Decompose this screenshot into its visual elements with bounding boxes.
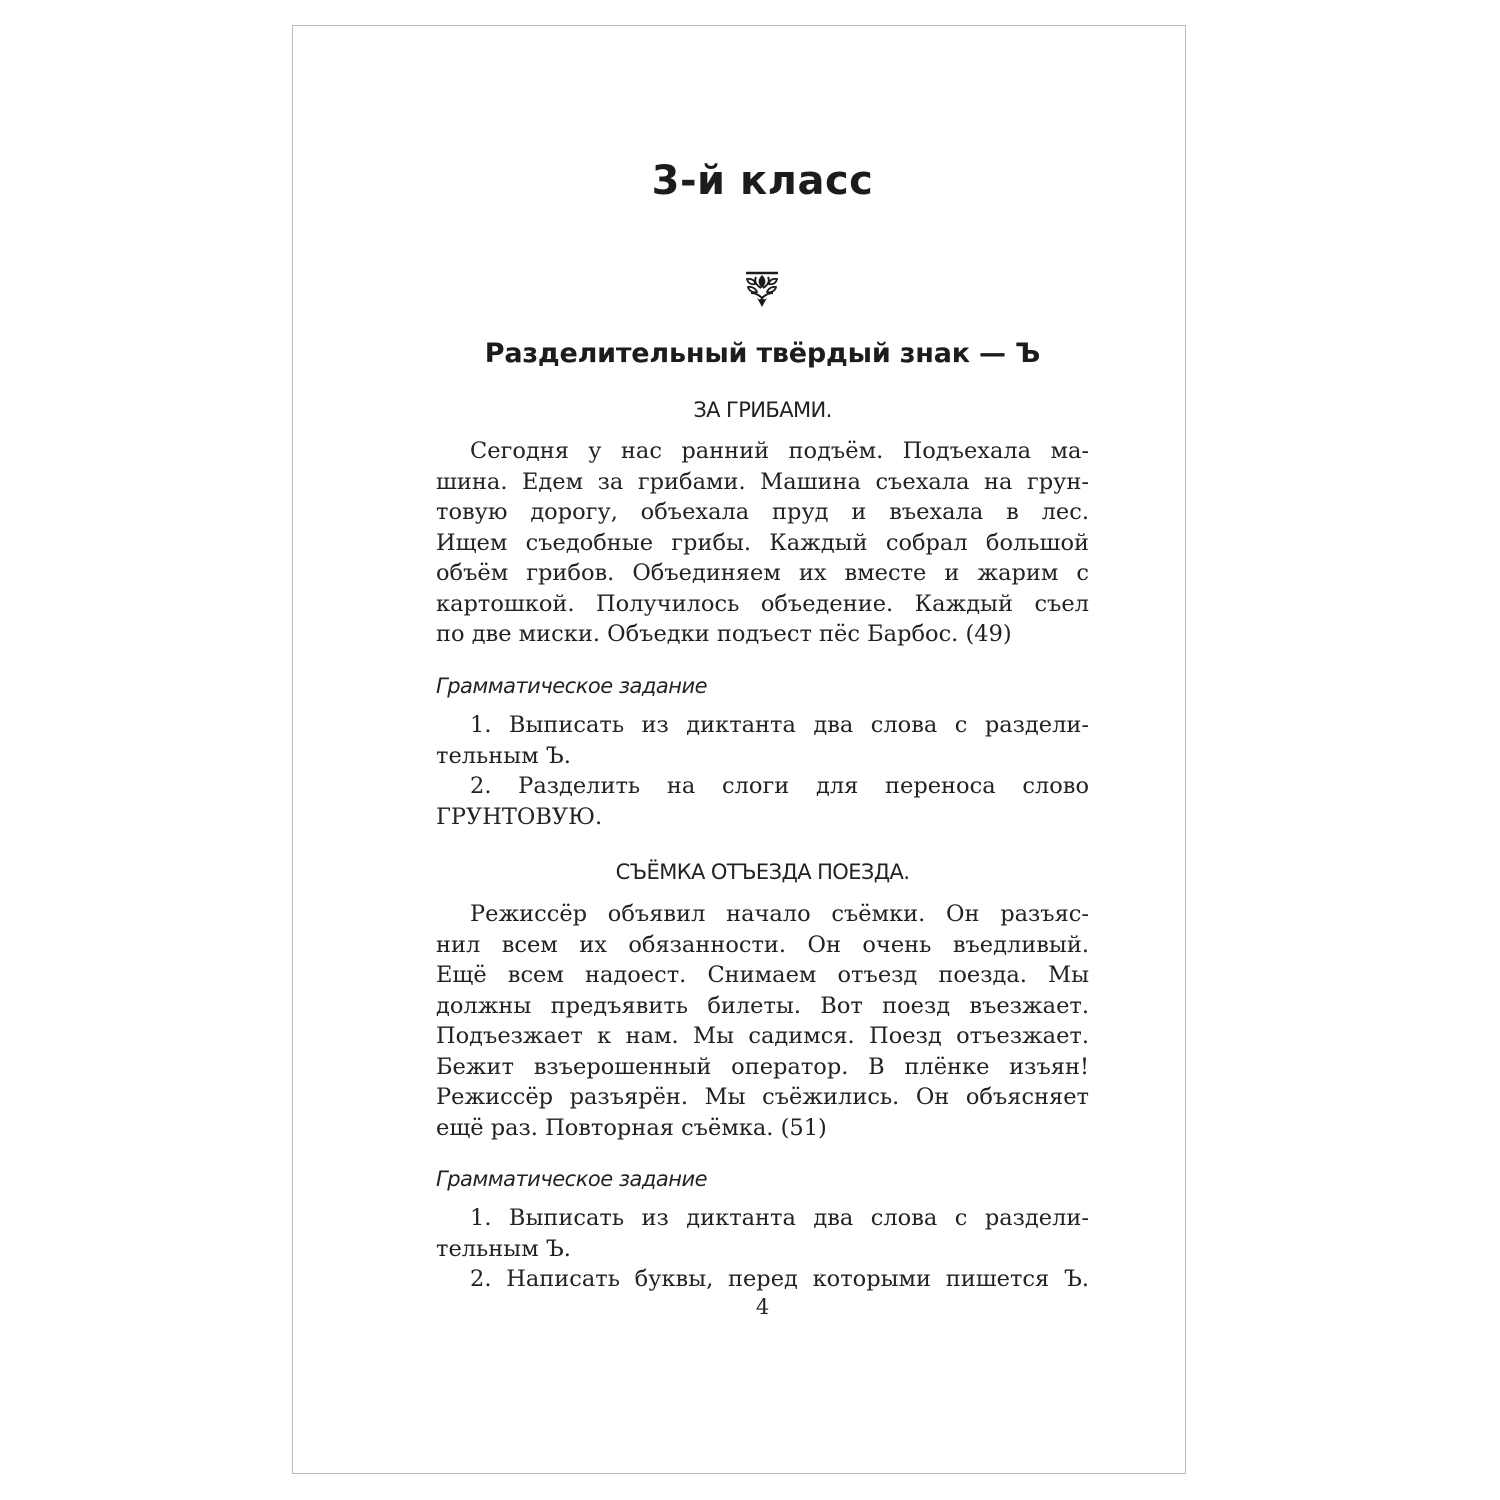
- text-line: Режиссёр объявил начало съёмки. Он разъяс-: [470, 901, 1089, 927]
- task-list: [436, 1203, 1089, 1295]
- dictation-title: СЪЁМКА ОТЪЕЗДА ПОЕЗДА.: [615, 860, 910, 884]
- text-line: по две миски. Объедки подъест пёс Барбос. (49): [436, 621, 1012, 647]
- dictation-text: [436, 436, 1089, 650]
- dictation-title: ЗА ГРИБАМИ.: [693, 398, 832, 422]
- text-line: картошкой. Получилось объедение. Каждый съел: [436, 590, 1089, 617]
- section-title: Разделительный твёрдый знак — Ъ: [484, 338, 1041, 369]
- text-line: Подъезжает к нам. Мы садимся. Поезд отъезжает.: [436, 1023, 1089, 1049]
- task-line: тельным Ъ.: [436, 742, 571, 769]
- chapter-title: 3-й класс: [651, 158, 874, 204]
- floral-ornament-svg: [742, 269, 782, 309]
- page-number: 4: [755, 1295, 770, 1319]
- text-line: товую дорогу, объехала пруд и въехала в лес.: [436, 499, 1089, 525]
- text-line: Бежит взъерошенный оператор. В плёнке изъян!: [436, 1053, 1089, 1080]
- dictation-text: [436, 899, 1089, 1143]
- text-line: шина. Едем за грибами. Машина съехала на грун-: [436, 468, 1089, 495]
- task-line: 2. Написать буквы, перед которыми пишется Ъ.: [470, 1266, 1089, 1292]
- task-line: 2. Разделить на слоги для переноса слово: [470, 773, 1089, 799]
- floral-ornament-icon: [742, 269, 782, 309]
- text-line: должны предъявить билеты. Вот поезд въезжает.: [436, 992, 1089, 1019]
- task-line: тельным Ъ.: [436, 1235, 571, 1262]
- book-page: [292, 25, 1186, 1474]
- text-line: нил всем их обязанности. Он очень въедливый.: [436, 931, 1089, 958]
- text-line: объём грибов. Объединяем их вместе и жарим с: [436, 560, 1089, 586]
- task-line: 1. Выписать из диктанта два слова с раздели-: [470, 712, 1089, 738]
- task-heading: Грамматическое задание: [436, 674, 708, 698]
- text-line: Режиссёр разъярён. Мы съёжились. Он объясняет: [436, 1084, 1089, 1110]
- task-line: ГРУНТОВУЮ.: [436, 803, 603, 830]
- text-line: Сегодня у нас ранний подъём. Подъехала ма-: [470, 438, 1089, 464]
- text-line: Ищем съедобные грибы. Каждый собрал большой: [436, 529, 1089, 556]
- text-line: ещё раз. Повторная съёмка. (51): [436, 1114, 827, 1141]
- text-line: Ещё всем надоест. Снимаем отъезд поезда. Мы: [436, 962, 1089, 988]
- task-list: [436, 710, 1089, 832]
- task-heading: Грамматическое задание: [436, 1167, 708, 1191]
- task-line: 1. Выписать из диктанта два слова с раздели-: [470, 1205, 1089, 1231]
